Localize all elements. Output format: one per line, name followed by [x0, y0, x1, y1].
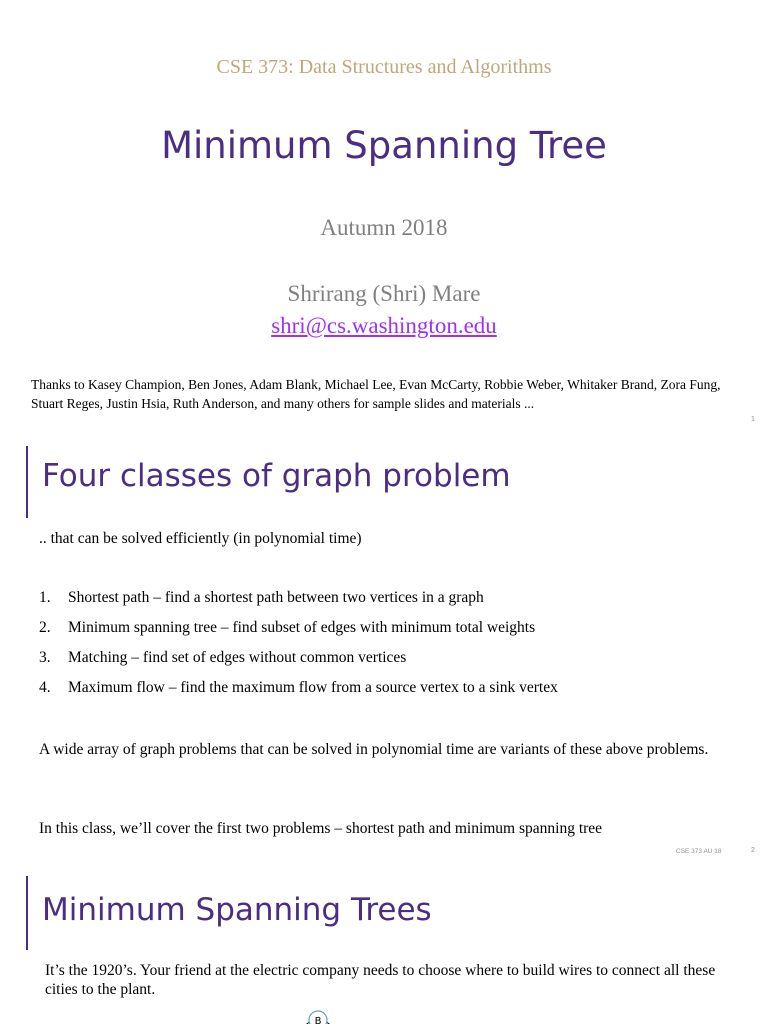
slide-title: Minimum Spanning Tree — [161, 124, 607, 167]
content-slide-graph-problems — [0, 436, 768, 860]
footer-course: CSE 373 AU 18 — [676, 848, 722, 855]
course-name: CSE 373: Data Structures and Algorithms — [216, 56, 552, 78]
list-text: Matching – find set of edges without common vertices — [68, 649, 407, 666]
page-number: 2 — [751, 847, 755, 854]
title-slide — [0, 0, 768, 430]
author-email-link[interactable]: shri@cs.washington.edu — [271, 313, 497, 338]
page-number: 1 — [751, 416, 755, 423]
list-text: Shortest path – find a shortest path between two vertices in a graph — [68, 589, 484, 606]
list-number: 1. — [39, 589, 51, 606]
title-accent-bar — [26, 876, 28, 950]
slide-title: Minimum Spanning Trees — [42, 892, 432, 928]
author-name: Shrirang (Shri) Mare — [287, 281, 481, 306]
content-slide-mst — [0, 866, 768, 1024]
paragraph-variants: A wide array of graph problems that can be solved in polynomial time are variants of these above problems. — [39, 741, 709, 758]
graph-fragment — [296, 1006, 346, 1024]
acknowledgements: Thanks to Kasey Champion, Ben Jones, Adam Blank, Michael Lee, Evan McCarty, Robbie Weber, Whitaker Brand, Zora Fung, Stuart Reges, Justin Hsia, Ruth Anderson, and many others for sample slides and materials ... — [31, 377, 721, 411]
list-item — [39, 679, 739, 697]
graph-node-label: B — [314, 1016, 322, 1024]
list-number: 2. — [39, 619, 51, 636]
list-text: Maximum flow – find the maximum flow from a source vertex to a sink vertex — [68, 679, 558, 696]
term-label: Autumn 2018 — [320, 215, 448, 240]
paragraph-class-coverage: In this class, we’ll cover the first two problems – shortest path and minimum spanning tree — [39, 820, 603, 837]
list-item — [39, 589, 739, 607]
list-item — [39, 649, 739, 667]
list-text: Minimum spanning tree – find subset of edges with minimum total weights — [68, 619, 536, 636]
slide-title: Four classes of graph problem — [42, 458, 511, 494]
list-number: 3. — [39, 649, 51, 666]
list-item — [39, 619, 739, 637]
slide-subtitle: .. that can be solved efficiently (in polynomial time) — [39, 530, 362, 547]
list-number: 4. — [39, 679, 51, 696]
slide-text: It’s the 1920’s. Your friend at the electric company needs to choose where to build wires to connect all these cities to the plant. — [45, 962, 716, 998]
title-accent-bar — [26, 446, 28, 518]
